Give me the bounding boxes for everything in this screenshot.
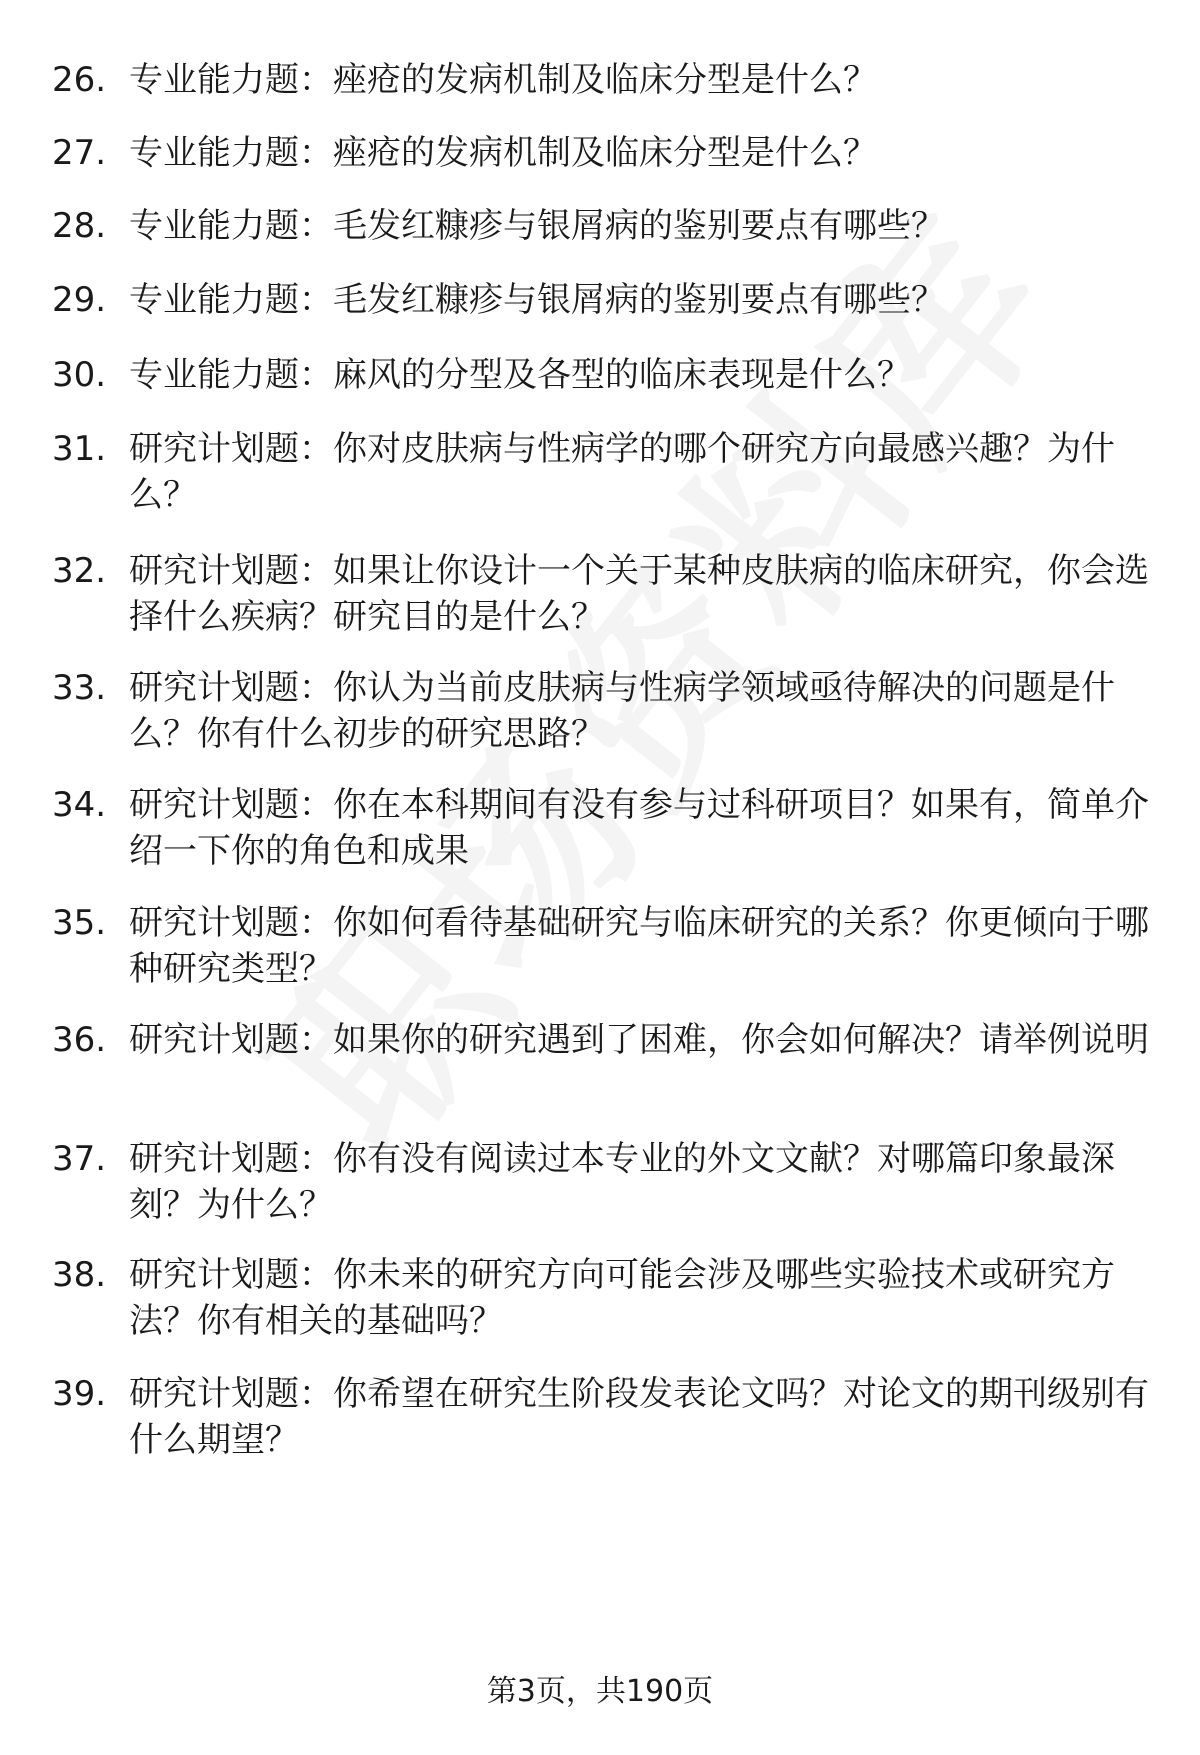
item-number: 35.: [52, 903, 107, 943]
item-text: 专业能力题：毛发红糠疹与银屑病的鉴别要点有哪些？: [129, 280, 945, 320]
item-text: 专业能力题：麻风的分型及各型的临床表现是什么？: [129, 355, 911, 395]
item-number: 29.: [52, 280, 107, 320]
page-footer: 第3页，共190页: [486, 1674, 714, 1709]
item-text: 研究计划题：你如何看待基础研究与临床研究的关系？你更倾向于哪种研究类型？: [129, 903, 1149, 989]
item-number: 27.: [52, 133, 107, 173]
item-number: 31.: [52, 429, 107, 469]
item-number: 28.: [52, 206, 107, 246]
item-text: 研究计划题：如果让你设计一个关于某种皮肤病的临床研究，你会选择什么疾病？研究目的是什么？: [129, 551, 1149, 637]
item-number: 38.: [52, 1255, 107, 1295]
item-text: 研究计划题：如果你的研究遇到了困难，你会如何解决？请举例说明: [129, 1020, 1149, 1060]
item-number: 32.: [52, 551, 107, 591]
item-text: 研究计划题：你认为当前皮肤病与性病学领域亟待解决的问题是什么？你有什么初步的研究思路？: [129, 668, 1115, 754]
item-number: 36.: [52, 1020, 107, 1060]
item-text: 专业能力题：痤疮的发病机制及临床分型是什么？: [129, 60, 877, 100]
item-text: 研究计划题：你未来的研究方向可能会涉及哪些实验技术或研究方法？你有相关的基础吗？: [129, 1255, 1115, 1341]
item-text: 研究计划题：你对皮肤病与性病学的哪个研究方向最感兴趣？为什么？: [129, 429, 1115, 515]
item-number: 30.: [52, 355, 107, 395]
item-number: 37.: [52, 1139, 107, 1179]
item-number: 39.: [52, 1374, 107, 1414]
item-text: 专业能力题：痤疮的发病机制及临床分型是什么？: [129, 133, 877, 173]
item-text: 研究计划题：你有没有阅读过本专业的外文文献？对哪篇印象最深刻？为什么？: [129, 1139, 1115, 1225]
item-number: 33.: [52, 668, 107, 708]
item-text: 专业能力题：毛发红糠疹与银屑病的鉴别要点有哪些？: [129, 206, 945, 246]
item-number: 34.: [52, 785, 107, 825]
item-text: 研究计划题：你希望在研究生阶段发表论文吗？对论文的期刊级别有什么期望？: [129, 1374, 1149, 1460]
item-number: 26.: [52, 60, 107, 100]
item-text: 研究计划题：你在本科期间有没有参与过科研项目？如果有，简单介绍一下你的角色和成果: [129, 785, 1149, 871]
